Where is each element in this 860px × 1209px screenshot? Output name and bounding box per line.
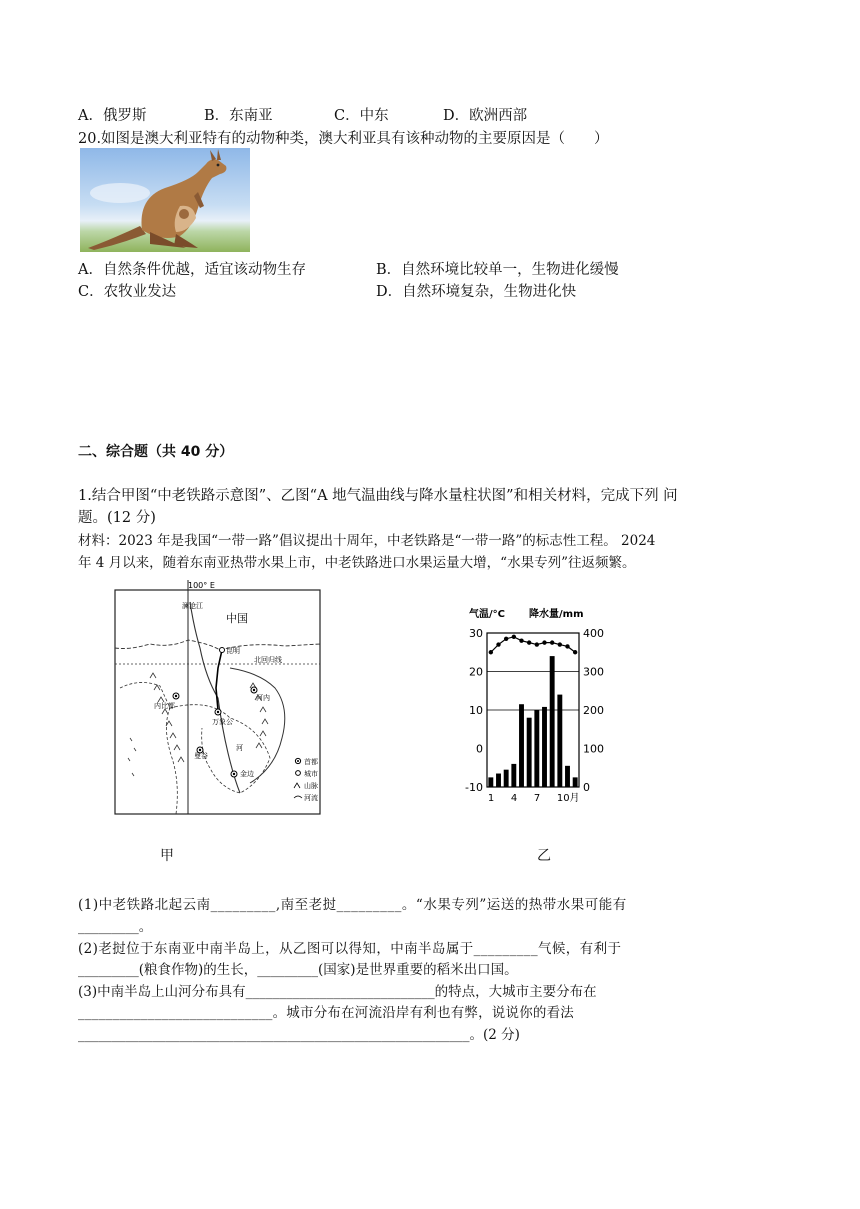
chart-temp-point [550,640,554,644]
chart-temp-point [558,642,562,646]
china-laos-railway-map [110,578,325,818]
chart-bar [534,710,539,787]
q1-sub3-line1: (3)中南半岛上山河分布具有____________________________的特点，大城市主要分布在 [78,984,597,1000]
legend-mountain: 山脉 [304,782,318,790]
chart-x-tick: 10月 [556,793,580,804]
chart-bar [557,695,562,787]
chart-precip-tick: 0 [583,781,590,794]
chart-bar [488,777,493,787]
q1-sub2-line1: (2)老挝位于东南亚中南半岛上，从乙图可以得知，中南半岛属于_________气候，有利于 [78,941,622,957]
legend-river: 河流 [304,794,318,802]
chart-precip-tick: 200 [583,704,604,717]
q19-option-a: A．俄罗斯 [78,108,147,124]
chart-caption: 乙 [537,848,551,864]
chart-temp-point [527,640,531,644]
chart-temp-point [565,644,569,648]
chart-temp-point [542,640,546,644]
kangaroo-photo [80,148,250,252]
chart-temp-tick: 20 [469,665,483,679]
kangaroo-icon [80,148,250,252]
q20-option-c: C．农牧业发达 [78,284,177,300]
chart-temp-point [489,650,493,654]
chart-x-tick: 1 [487,793,495,804]
chart-temp-tick: 30 [469,627,483,640]
q1-material-line1: 材料：2023 年是我国“一带一路”倡议提出十周年，中老铁路是“一带一路”的标志性工程。 2024 [78,533,656,549]
map-label-china: 中国 [226,612,248,625]
chart-bar [550,656,555,787]
chart-temp-point [496,642,500,646]
map-label-tropic: 北回归线 [254,656,282,664]
q1-sub1-line1: (1)中老铁路北起云南_________,南至老挝_________。“水果专列”运送的热带水果可能有 [78,897,627,913]
chart-temp-tick: 0 [476,742,483,756]
chart-precip-tick: 300 [583,665,604,679]
q20-option-a: A．自然条件优越，适宜该动物生存 [78,262,306,278]
chart-bar [504,770,509,787]
q19-option-d: D．欧洲西部 [443,108,528,124]
chart-ylabel-right: 降水量/mm [529,609,584,620]
legend-capital: 首都 [304,758,318,766]
chart-bar [573,777,578,787]
chart-temp-point [535,642,539,646]
chart-ylabel-left: 气温/°C [469,609,505,620]
q1-intro-line1: 1.结合甲图“中老铁路示意图”、乙图“A 地气温曲线与降水量柱状图”和相关材料，完成下列 问 [78,488,678,504]
chart-temp-tick: -10 [465,781,483,794]
map-label-mekong: 河 [236,744,243,752]
map-label-bangkok: 曼谷 [194,752,208,760]
q19-option-c: C．中东 [334,108,389,124]
chart-bar [565,766,570,787]
map-label-hanoi: 河内 [256,694,270,702]
map-label-vientiane: 万象公 [212,718,233,726]
chart-x-tick: 7 [533,793,541,804]
climate-chart [455,603,605,815]
chart-temp-point [504,637,508,641]
chart-x-tick: 4 [510,793,518,804]
q1-sub3-line3: __________________________________________________________。(2 分) [78,1027,520,1043]
chart-temp-tick: 10 [469,704,483,717]
map-label-naypyidaw: 内比都 [154,702,175,710]
map-caption: 甲 [160,848,174,864]
chart-precip-tick: 400 [583,627,604,640]
q20-option-b: B．自然环境比较单一，生物进化缓慢 [376,262,619,278]
legend-city: 城市 [304,770,318,778]
q1-material-line2: 年 4 月以来，随着东南亚热带水果上市，中老铁路进口水果运量大增，“水果专列”往返频繁。 [78,555,636,571]
meridian-label: 100° E [188,581,215,590]
map-label-river: 澜沧江 [182,602,203,610]
chart-bar [527,718,532,787]
chart-temp-point [573,650,577,654]
chart-bar [542,707,547,787]
q20-stem: 20.如图是澳大利亚特有的动物种类，澳大利亚具有该种动物的主要原因是（ ） [78,131,609,147]
q20-option-d: D．自然环境复杂，生物进化快 [376,284,577,300]
chart-bar [519,704,524,787]
q1-intro-line2: 题。(12 分) [78,510,156,526]
chart-temp-point [512,635,516,639]
q1-sub2-line2: _________(粮食作物)的生长，_________(国家)是世界重要的稻米出口国。 [78,962,518,978]
chart-precip-tick: 100 [583,742,604,756]
section-title: 二、综合题（共 40 分） [78,444,234,460]
q19-option-b: B．东南亚 [204,108,273,124]
map-label-phnompenh: 金边 [240,770,254,778]
q1-sub3-line2: ____________________________。城市分布在河流沿岸有利也有弊，说说你的看法 [78,1005,574,1021]
q1-sub1-line2: _________。 [78,919,153,935]
chart-temp-line [491,637,575,652]
chart-bar [496,774,501,787]
map-label-kunming: 昆明 [226,647,240,655]
chart-temp-point [519,639,523,643]
chart-bar [511,764,516,787]
